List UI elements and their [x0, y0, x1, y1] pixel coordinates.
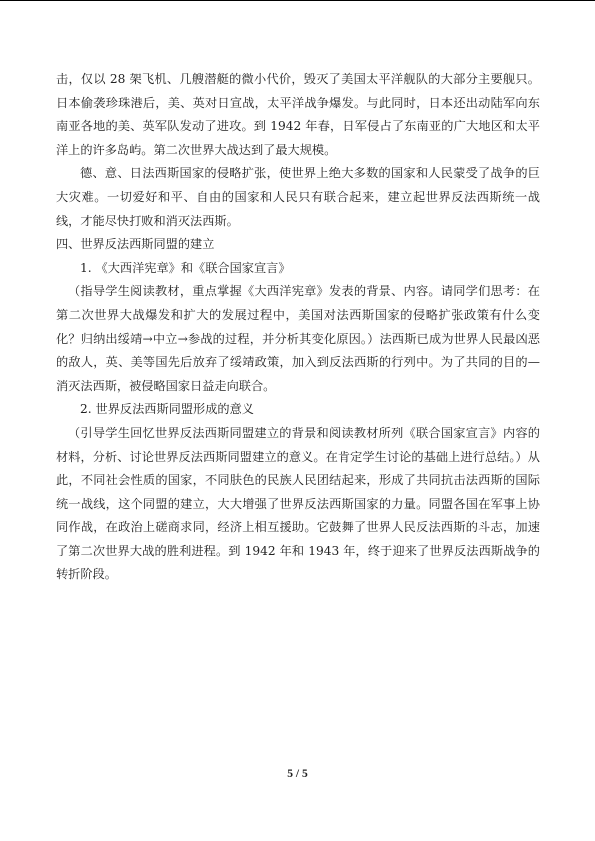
paragraph-fascist-expansion: 德、意、日法西斯国家的侵略扩张，使世界上绝大多数的国家和人民蒙受了战争的巨大灾难。一切爱好和平、自由的国家和人民只有联合起来，建立起世界反法西斯统一战线，才能尽快打败和消灭法西斯。: [56, 166, 540, 228]
section-heading-alliance: 四、世界反法西斯同盟的建立: [56, 237, 215, 252]
paragraph-atlantic-charter: （指导学生阅读教材，重点掌握《大西洋宪章》发表的背景、内容。请同学们思考：在第二次世界大战爆发和扩大的发展过程中，美国对法西斯国家的侵略扩张政策有什么变化？归纳出绥靖→中立→参战的过程，并分析其变化原因。）法西斯已成为世界人民最凶恶的敌人，英、美等国先后放弃了绥靖政策，加入到反法西斯的行列中。为了共同的目的—消灭法西斯，被侵略国家日益走向联合。: [56, 284, 540, 393]
document-body: [56, 68, 540, 587]
paragraph-alliance-significance: （引导学生回忆世界反法西斯同盟建立的背景和阅读教材所列《联合国家宣言》内容的材料，分析、讨论世界反法西斯同盟建立的意义。在肯定学生讨论的基础上进行总结。）从此，不同社会性质的国家，不同肤色的民族人民团结起来，形成了共同抗击法西斯的国际统一战线，这个同盟的建立，大大增强了世界反法西斯国家的力量。同盟各国在军事上协同作战，在政治上磋商求同，经济上相互援助。它鼓舞了世界人民反法西斯的斗志，加速了第二次世界大战的胜利进程。到 1942 年和 1943 年，终于迎来了世界反法西斯战争的转折阶段。: [56, 425, 540, 582]
paragraph-pearl-harbor: 击，仅以 28 架飞机、几艘潜艇的微小代价，毁灭了美国太平洋舰队的大部分主要舰只。日本偷袭珍珠港后，美、英对日宣战，太平洋战争爆发。与此同时，日本还出动陆军向东南亚各地的美、英军队发动了进攻。到 1942 年春，日军侵占了东南亚的广大地区和太平洋上的许多岛屿。第二次世界大战达到了最大规模。: [56, 72, 540, 157]
subheading-alliance-significance: 2. 世界反法西斯同盟形成的意义: [80, 402, 254, 417]
header-rule: [0, 0, 595, 1]
page-number: 5 / 5: [287, 768, 308, 780]
subheading-atlantic-charter: 1. 《大西洋宪章》和《联合国家宣言》: [80, 260, 291, 275]
